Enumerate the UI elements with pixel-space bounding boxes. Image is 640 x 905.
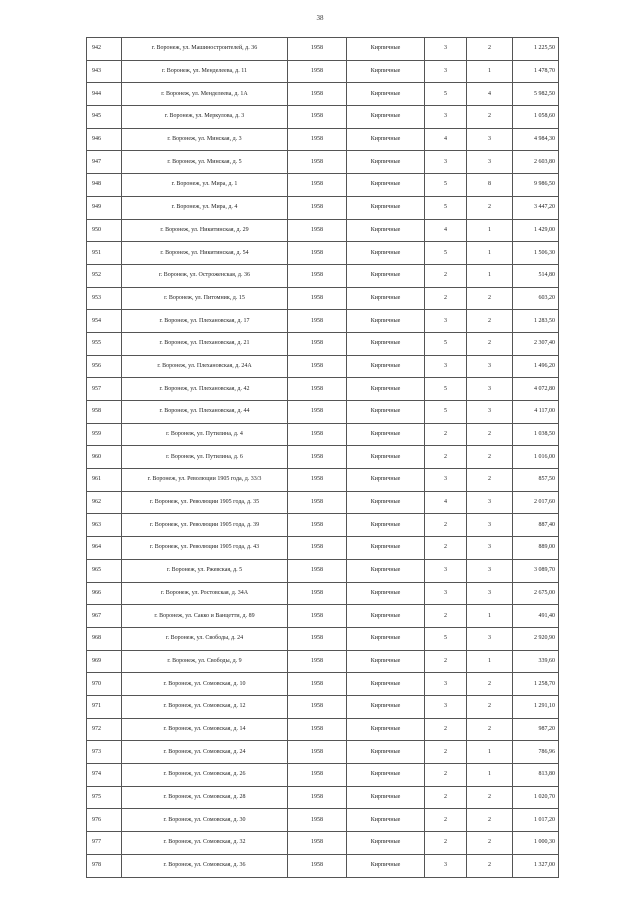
row-number-cell: 966 [87, 582, 122, 605]
wall-material-cell: Кирпичные [347, 128, 425, 151]
floors-cell: 3 [425, 695, 467, 718]
entrances-cell: 1 [467, 60, 513, 83]
table-row [87, 764, 559, 787]
address-cell: г. Воронеж, ул. Революции 1905 года, д. 39 [122, 514, 288, 537]
entrances-cell: 2 [467, 786, 513, 809]
year-built-cell: 1958 [288, 854, 347, 877]
floors-cell: 3 [425, 854, 467, 877]
year-built-cell: 1958 [288, 423, 347, 446]
entrances-cell: 3 [467, 582, 513, 605]
row-number-cell: 977 [87, 832, 122, 855]
table-row [87, 537, 559, 560]
address-cell: г. Воронеж, ул. Сомовская, д. 30 [122, 809, 288, 832]
year-built-cell: 1958 [288, 106, 347, 129]
table-row [87, 287, 559, 310]
year-built-cell: 1958 [288, 673, 347, 696]
address-cell: г. Воронеж, ул. Сомовская, д. 36 [122, 854, 288, 877]
address-cell: г. Воронеж, ул. Минская, д. 3 [122, 128, 288, 151]
address-cell: г. Воронеж, ул. Сомовская, д. 12 [122, 695, 288, 718]
area-cell: 889,00 [513, 537, 559, 560]
wall-material-cell: Кирпичные [347, 718, 425, 741]
row-number-cell: 948 [87, 174, 122, 197]
entrances-cell: 2 [467, 809, 513, 832]
area-cell: 1 327,00 [513, 854, 559, 877]
entrances-cell: 2 [467, 196, 513, 219]
address-cell: г. Воронеж, ул. Сомовская, д. 28 [122, 786, 288, 809]
wall-material-cell: Кирпичные [347, 514, 425, 537]
area-cell: 1 016,00 [513, 446, 559, 469]
address-cell: г. Воронеж, ул. Ржевская, д. 5 [122, 559, 288, 582]
row-number-cell: 961 [87, 469, 122, 492]
year-built-cell: 1958 [288, 332, 347, 355]
floors-cell: 5 [425, 174, 467, 197]
floors-cell: 5 [425, 627, 467, 650]
floors-cell: 2 [425, 786, 467, 809]
row-number-cell: 950 [87, 219, 122, 242]
table-row [87, 718, 559, 741]
table-row [87, 491, 559, 514]
entrances-cell: 2 [467, 38, 513, 61]
area-cell: 4 117,00 [513, 401, 559, 424]
entrances-cell: 8 [467, 174, 513, 197]
table-row [87, 378, 559, 401]
table-row [87, 605, 559, 628]
floors-cell: 2 [425, 832, 467, 855]
area-cell: 3 089,70 [513, 559, 559, 582]
wall-material-cell: Кирпичные [347, 605, 425, 628]
address-cell: г. Воронеж, ул. Остроженская, д. 36 [122, 264, 288, 287]
floors-cell: 2 [425, 264, 467, 287]
wall-material-cell: Кирпичные [347, 151, 425, 174]
wall-material-cell: Кирпичные [347, 423, 425, 446]
address-cell: г. Воронеж, ул. Минская, д. 5 [122, 151, 288, 174]
row-number-cell: 954 [87, 310, 122, 333]
year-built-cell: 1958 [288, 151, 347, 174]
year-built-cell: 1958 [288, 355, 347, 378]
area-cell: 857,50 [513, 469, 559, 492]
table-row [87, 832, 559, 855]
year-built-cell: 1958 [288, 287, 347, 310]
area-cell: 1 506,30 [513, 242, 559, 265]
table-row [87, 196, 559, 219]
table-row [87, 401, 559, 424]
wall-material-cell: Кирпичные [347, 60, 425, 83]
address-cell: г. Воронеж, ул. Менделеева, д. 11 [122, 60, 288, 83]
wall-material-cell: Кирпичные [347, 491, 425, 514]
area-cell: 2 920,90 [513, 627, 559, 650]
year-built-cell: 1958 [288, 695, 347, 718]
address-cell: г. Воронеж, ул. Сомовская, д. 14 [122, 718, 288, 741]
row-number-cell: 953 [87, 287, 122, 310]
area-cell: 1 020,70 [513, 786, 559, 809]
floors-cell: 4 [425, 491, 467, 514]
wall-material-cell: Кирпичные [347, 446, 425, 469]
year-built-cell: 1958 [288, 242, 347, 265]
area-cell: 887,40 [513, 514, 559, 537]
entrances-cell: 1 [467, 650, 513, 673]
table-row [87, 60, 559, 83]
area-cell: 1 429,00 [513, 219, 559, 242]
area-cell: 813,80 [513, 764, 559, 787]
wall-material-cell: Кирпичные [347, 469, 425, 492]
entrances-cell: 3 [467, 401, 513, 424]
row-number-cell: 944 [87, 83, 122, 106]
floors-cell: 4 [425, 128, 467, 151]
row-number-cell: 960 [87, 446, 122, 469]
wall-material-cell: Кирпичные [347, 764, 425, 787]
address-cell: г. Воронеж, ул. Сакко и Ванцетти, д. 89 [122, 605, 288, 628]
row-number-cell: 968 [87, 627, 122, 650]
entrances-cell: 3 [467, 128, 513, 151]
address-cell: г. Воронеж, ул. Свободы, д. 24 [122, 627, 288, 650]
address-cell: г. Воронеж, ул. Плехановская, д. 42 [122, 378, 288, 401]
wall-material-cell: Кирпичные [347, 196, 425, 219]
year-built-cell: 1958 [288, 650, 347, 673]
year-built-cell: 1958 [288, 718, 347, 741]
floors-cell: 3 [425, 38, 467, 61]
floors-cell: 5 [425, 332, 467, 355]
floors-cell: 2 [425, 718, 467, 741]
area-cell: 1 058,60 [513, 106, 559, 129]
row-number-cell: 969 [87, 650, 122, 673]
area-cell: 339,60 [513, 650, 559, 673]
year-built-cell: 1958 [288, 446, 347, 469]
floors-cell: 3 [425, 355, 467, 378]
row-number-cell: 946 [87, 128, 122, 151]
table-row [87, 423, 559, 446]
entrances-cell: 2 [467, 106, 513, 129]
address-cell: г. Воронеж, ул. Путилина, д. 6 [122, 446, 288, 469]
entrances-cell: 3 [467, 559, 513, 582]
table-row [87, 627, 559, 650]
wall-material-cell: Кирпичные [347, 786, 425, 809]
wall-material-cell: Кирпичные [347, 537, 425, 560]
table-row [87, 83, 559, 106]
row-number-cell: 943 [87, 60, 122, 83]
area-cell: 1 291,10 [513, 695, 559, 718]
row-number-cell: 951 [87, 242, 122, 265]
entrances-cell: 3 [467, 491, 513, 514]
area-cell: 491,40 [513, 605, 559, 628]
year-built-cell: 1958 [288, 83, 347, 106]
wall-material-cell: Кирпичные [347, 310, 425, 333]
area-cell: 514,80 [513, 264, 559, 287]
entrances-cell: 3 [467, 355, 513, 378]
address-cell: г. Воронеж, ул. Ростовская, д. 34А [122, 582, 288, 605]
year-built-cell: 1958 [288, 38, 347, 61]
area-cell: 2 675,00 [513, 582, 559, 605]
wall-material-cell: Кирпичные [347, 332, 425, 355]
year-built-cell: 1958 [288, 741, 347, 764]
row-number-cell: 947 [87, 151, 122, 174]
row-number-cell: 942 [87, 38, 122, 61]
wall-material-cell: Кирпичные [347, 650, 425, 673]
area-cell: 786,96 [513, 741, 559, 764]
table-row [87, 809, 559, 832]
row-number-cell: 963 [87, 514, 122, 537]
address-cell: г. Воронеж, ул. Плехановская, д. 17 [122, 310, 288, 333]
floors-cell: 3 [425, 469, 467, 492]
entrances-cell: 1 [467, 605, 513, 628]
wall-material-cell: Кирпичные [347, 83, 425, 106]
table-row [87, 786, 559, 809]
table-row [87, 854, 559, 877]
entrances-cell: 1 [467, 264, 513, 287]
table-row [87, 38, 559, 61]
area-cell: 1 038,50 [513, 423, 559, 446]
address-cell: г. Воронеж, ул. Сомовская, д. 26 [122, 764, 288, 787]
address-cell: г. Воронеж, ул. Революции 1905 года, д. 43 [122, 537, 288, 560]
table-row [87, 219, 559, 242]
floors-cell: 5 [425, 378, 467, 401]
housing-registry-table [86, 37, 559, 878]
floors-cell: 2 [425, 764, 467, 787]
entrances-cell: 2 [467, 287, 513, 310]
table-row [87, 514, 559, 537]
year-built-cell: 1958 [288, 174, 347, 197]
row-number-cell: 945 [87, 106, 122, 129]
wall-material-cell: Кирпичные [347, 106, 425, 129]
year-built-cell: 1958 [288, 832, 347, 855]
entrances-cell: 3 [467, 537, 513, 560]
row-number-cell: 972 [87, 718, 122, 741]
table-row [87, 128, 559, 151]
entrances-cell: 2 [467, 469, 513, 492]
address-cell: г. Воронеж, ул. Путилина, д. 4 [122, 423, 288, 446]
year-built-cell: 1958 [288, 196, 347, 219]
floors-cell: 5 [425, 83, 467, 106]
address-cell: г. Воронеж, ул. Плехановская, д. 24А [122, 355, 288, 378]
row-number-cell: 952 [87, 264, 122, 287]
year-built-cell: 1958 [288, 559, 347, 582]
floors-cell: 2 [425, 809, 467, 832]
row-number-cell: 970 [87, 673, 122, 696]
wall-material-cell: Кирпичные [347, 627, 425, 650]
area-cell: 3 447,20 [513, 196, 559, 219]
row-number-cell: 964 [87, 537, 122, 560]
entrances-cell: 2 [467, 718, 513, 741]
address-cell: г. Воронеж, ул. Плехановская, д. 21 [122, 332, 288, 355]
wall-material-cell: Кирпичные [347, 264, 425, 287]
entrances-cell: 1 [467, 242, 513, 265]
year-built-cell: 1958 [288, 786, 347, 809]
floors-cell: 2 [425, 423, 467, 446]
wall-material-cell: Кирпичные [347, 695, 425, 718]
table-row [87, 242, 559, 265]
area-cell: 2 017,60 [513, 491, 559, 514]
row-number-cell: 959 [87, 423, 122, 446]
table-row [87, 151, 559, 174]
floors-cell: 3 [425, 559, 467, 582]
address-cell: г. Воронеж, ул. Никитинская, д. 54 [122, 242, 288, 265]
wall-material-cell: Кирпичные [347, 582, 425, 605]
entrances-cell: 2 [467, 854, 513, 877]
wall-material-cell: Кирпичные [347, 559, 425, 582]
row-number-cell: 975 [87, 786, 122, 809]
address-cell: г. Воронеж, ул. Сомовская, д. 24 [122, 741, 288, 764]
area-cell: 4 984,30 [513, 128, 559, 151]
area-cell: 1 478,70 [513, 60, 559, 83]
row-number-cell: 958 [87, 401, 122, 424]
wall-material-cell: Кирпичные [347, 809, 425, 832]
area-cell: 1 017,20 [513, 809, 559, 832]
address-cell: г. Воронеж, ул. Плехановская, д. 44 [122, 401, 288, 424]
address-cell: г. Воронеж, ул. Сомовская, д. 32 [122, 832, 288, 855]
wall-material-cell: Кирпичные [347, 401, 425, 424]
floors-cell: 3 [425, 151, 467, 174]
floors-cell: 2 [425, 287, 467, 310]
year-built-cell: 1958 [288, 582, 347, 605]
entrances-cell: 2 [467, 673, 513, 696]
floors-cell: 5 [425, 401, 467, 424]
area-cell: 4 072,80 [513, 378, 559, 401]
row-number-cell: 976 [87, 809, 122, 832]
row-number-cell: 955 [87, 332, 122, 355]
floors-cell: 3 [425, 673, 467, 696]
table-row [87, 695, 559, 718]
year-built-cell: 1958 [288, 128, 347, 151]
year-built-cell: 1958 [288, 764, 347, 787]
row-number-cell: 949 [87, 196, 122, 219]
address-cell: г. Воронеж, ул. Менделеева, д. 1А [122, 83, 288, 106]
entrances-cell: 2 [467, 832, 513, 855]
row-number-cell: 965 [87, 559, 122, 582]
floors-cell: 2 [425, 446, 467, 469]
address-cell: г. Воронеж, ул. Сомовская, д. 10 [122, 673, 288, 696]
table-row [87, 673, 559, 696]
year-built-cell: 1958 [288, 60, 347, 83]
floors-cell: 2 [425, 605, 467, 628]
floors-cell: 3 [425, 582, 467, 605]
row-number-cell: 957 [87, 378, 122, 401]
wall-material-cell: Кирпичные [347, 355, 425, 378]
table-row [87, 741, 559, 764]
address-cell: г. Воронеж, ул. Революции 1905 года, д. 33/3 [122, 469, 288, 492]
area-cell: 9 986,50 [513, 174, 559, 197]
area-cell: 1 225,50 [513, 38, 559, 61]
wall-material-cell: Кирпичные [347, 174, 425, 197]
area-cell: 603,20 [513, 287, 559, 310]
year-built-cell: 1958 [288, 264, 347, 287]
row-number-cell: 978 [87, 854, 122, 877]
entrances-cell: 2 [467, 310, 513, 333]
wall-material-cell: Кирпичные [347, 378, 425, 401]
area-cell: 1 258,70 [513, 673, 559, 696]
year-built-cell: 1958 [288, 809, 347, 832]
wall-material-cell: Кирпичные [347, 242, 425, 265]
entrances-cell: 3 [467, 151, 513, 174]
entrances-cell: 2 [467, 332, 513, 355]
year-built-cell: 1958 [288, 605, 347, 628]
row-number-cell: 973 [87, 741, 122, 764]
table-row [87, 174, 559, 197]
table-row [87, 446, 559, 469]
page-number: 38 [316, 14, 324, 22]
address-cell: г. Воронеж, ул. Революции 1905 года, д. 35 [122, 491, 288, 514]
year-built-cell: 1958 [288, 491, 347, 514]
year-built-cell: 1958 [288, 469, 347, 492]
entrances-cell: 3 [467, 514, 513, 537]
entrances-cell: 2 [467, 695, 513, 718]
table-row [87, 469, 559, 492]
wall-material-cell: Кирпичные [347, 854, 425, 877]
floors-cell: 2 [425, 650, 467, 673]
table-row [87, 310, 559, 333]
year-built-cell: 1958 [288, 627, 347, 650]
address-cell: г. Воронеж, ул. Машиностроителей, д. 36 [122, 38, 288, 61]
wall-material-cell: Кирпичные [347, 219, 425, 242]
table-row [87, 264, 559, 287]
entrances-cell: 3 [467, 378, 513, 401]
address-cell: г. Воронеж, ул. Свободы, д. 9 [122, 650, 288, 673]
address-cell: г. Воронеж, ул. Меркулова, д. 3 [122, 106, 288, 129]
table-row [87, 559, 559, 582]
area-cell: 987,20 [513, 718, 559, 741]
floors-cell: 2 [425, 741, 467, 764]
floors-cell: 3 [425, 60, 467, 83]
row-number-cell: 971 [87, 695, 122, 718]
year-built-cell: 1958 [288, 310, 347, 333]
area-cell: 2 307,40 [513, 332, 559, 355]
year-built-cell: 1958 [288, 537, 347, 560]
floors-cell: 2 [425, 514, 467, 537]
wall-material-cell: Кирпичные [347, 287, 425, 310]
area-cell: 1 496,20 [513, 355, 559, 378]
table-row [87, 582, 559, 605]
year-built-cell: 1958 [288, 514, 347, 537]
table-row [87, 106, 559, 129]
address-cell: г. Воронеж, ул. Мира, д. 1 [122, 174, 288, 197]
floors-cell: 3 [425, 310, 467, 333]
row-number-cell: 962 [87, 491, 122, 514]
floors-cell: 4 [425, 219, 467, 242]
table-row [87, 650, 559, 673]
address-cell: г. Воронеж, ул. Никитинская, д. 29 [122, 219, 288, 242]
year-built-cell: 1958 [288, 378, 347, 401]
year-built-cell: 1958 [288, 401, 347, 424]
entrances-cell: 1 [467, 219, 513, 242]
area-cell: 5 982,50 [513, 83, 559, 106]
wall-material-cell: Кирпичные [347, 673, 425, 696]
entrances-cell: 2 [467, 423, 513, 446]
entrances-cell: 1 [467, 741, 513, 764]
floors-cell: 5 [425, 196, 467, 219]
floors-cell: 3 [425, 106, 467, 129]
area-cell: 1 000,30 [513, 832, 559, 855]
table-row [87, 332, 559, 355]
entrances-cell: 1 [467, 764, 513, 787]
area-cell: 1 283,50 [513, 310, 559, 333]
row-number-cell: 967 [87, 605, 122, 628]
registry-body [87, 38, 559, 878]
entrances-cell: 3 [467, 627, 513, 650]
row-number-cell: 956 [87, 355, 122, 378]
floors-cell: 5 [425, 242, 467, 265]
year-built-cell: 1958 [288, 219, 347, 242]
entrances-cell: 4 [467, 83, 513, 106]
entrances-cell: 2 [467, 446, 513, 469]
wall-material-cell: Кирпичные [347, 38, 425, 61]
wall-material-cell: Кирпичные [347, 832, 425, 855]
floors-cell: 2 [425, 537, 467, 560]
area-cell: 2 603,80 [513, 151, 559, 174]
wall-material-cell: Кирпичные [347, 741, 425, 764]
address-cell: г. Воронеж, ул. Мира, д. 4 [122, 196, 288, 219]
row-number-cell: 974 [87, 764, 122, 787]
address-cell: г. Воронеж, ул. Питомник, д. 15 [122, 287, 288, 310]
table-row [87, 355, 559, 378]
